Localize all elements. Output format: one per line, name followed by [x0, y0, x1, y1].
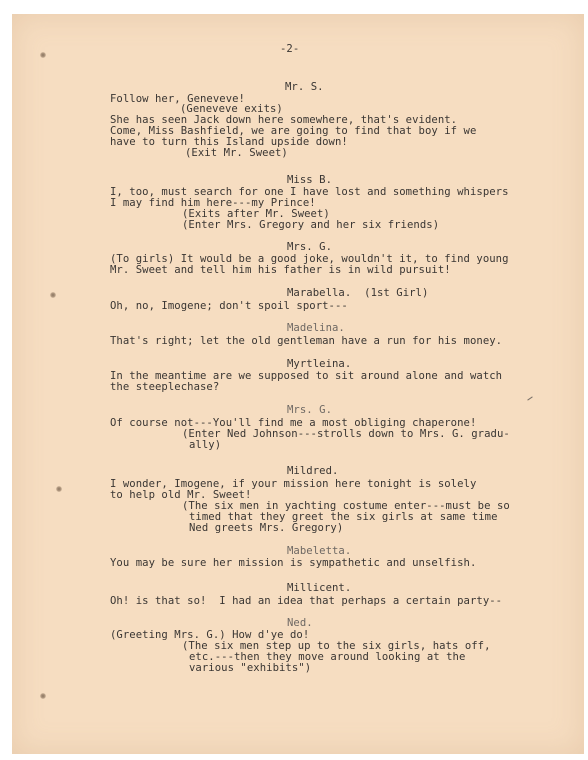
dialogue-line: Come, Miss Bashfield, we are going to find that boy if we	[110, 125, 477, 137]
speaker-name: Miss B.	[287, 174, 332, 186]
dialogue-line: I wonder, Imogene, if your mission here tonight is solely	[110, 478, 477, 490]
dialogue-line: That's right; let the old gentleman have a run for his money.	[110, 335, 503, 347]
dialogue-line: I may find him here---my Prince!	[110, 197, 316, 209]
dialogue-line: Mr. Sweet and tell him his father is in wild pursuit!	[110, 264, 451, 276]
dialogue-line: Oh, no, Imogene; don't spoil sport---	[110, 300, 348, 312]
stage-direction: Ned greets Mrs. Gregory)	[189, 522, 344, 534]
stage-direction: (The six men in yachting costume enter---must be so	[182, 500, 510, 512]
stage-direction: ally)	[189, 439, 222, 451]
speaker-name: Myrtleina.	[287, 358, 352, 370]
dialogue-line: the steeplechase?	[110, 381, 220, 393]
speaker-name: Marabella. (1st Girl)	[287, 287, 429, 299]
speaker-name: Mildred.	[287, 465, 339, 477]
dialogue-line: to help old Mr. Sweet!	[110, 489, 252, 501]
dialogue-line: (Greeting Mrs. G.) How d'ye do!	[110, 629, 310, 641]
dialogue-line: Oh! is that so! I had an idea that perhaps a certain party--	[110, 595, 503, 607]
speaker-name: Mrs. G.	[287, 241, 332, 253]
punch-mark	[40, 693, 46, 699]
dialogue-line: (To girls) It would be a good joke, wouldn't it, to find young	[110, 253, 509, 265]
stage-direction: (The six men step up to the six girls, hats off,	[182, 640, 491, 652]
punch-mark	[56, 486, 62, 492]
stage-direction: timed that they greet the six girls at same time	[189, 511, 498, 523]
stage-direction: etc.---then they move around looking at the	[189, 651, 466, 663]
punch-mark	[40, 52, 46, 58]
stage-direction: (Exit Mr. Sweet)	[185, 147, 288, 159]
stage-direction: (Enter Ned Johnson---strolls down to Mrs. G. gradu-	[182, 428, 510, 440]
dialogue-line: I, too, must search for one I have lost and something whispers	[110, 186, 509, 198]
stage-direction: various "exhibits")	[189, 662, 312, 674]
dialogue-line: You may be sure her mission is sympathetic and unselfish.	[110, 557, 477, 569]
dialogue-line: She has seen Jack down here somewhere, that's evident.	[110, 114, 458, 126]
dialogue-line: Follow her, Geneveve!	[110, 93, 245, 105]
speaker-name: Mabeletta.	[287, 545, 352, 557]
dialogue-line: Of course not---You'll find me a most obliging chaperone!	[110, 417, 477, 429]
stage-direction: (Geneveve exits)	[180, 103, 283, 115]
stage-direction: (Exits after Mr. Sweet)	[182, 208, 330, 220]
speaker-name: Mr. S.	[285, 81, 324, 93]
dialogue-line: have to turn this Island upside down!	[110, 136, 348, 148]
dialogue-line: In the meantime are we supposed to sit around alone and watch	[110, 370, 503, 382]
speaker-name: Madelina.	[287, 322, 345, 334]
speaker-name: Millicent.	[287, 582, 352, 594]
speaker-name: Mrs. G.	[287, 404, 332, 416]
stage-direction: (Enter Mrs. Gregory and her six friends)	[182, 219, 440, 231]
page-number: -2-	[280, 43, 300, 55]
speaker-name: Ned.	[287, 617, 313, 629]
punch-mark	[50, 292, 56, 298]
